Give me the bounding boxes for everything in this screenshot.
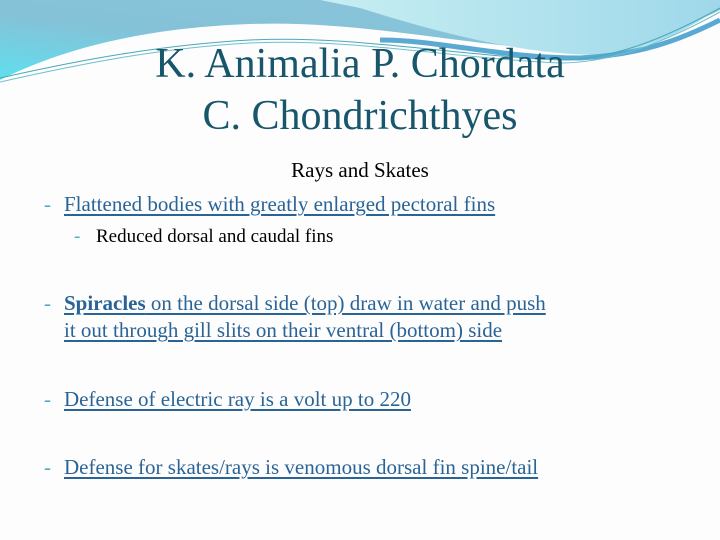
- slide-subtitle: Rays and Skates: [291, 158, 429, 182]
- bullet-marker: -: [74, 226, 81, 247]
- bullet-item[interactable]: [44, 454, 538, 481]
- bullet-link[interactable]: Defense for skates/rays is venomous dorsal fin spine/tail: [64, 455, 539, 479]
- bullet-item[interactable]: [44, 191, 495, 218]
- bullet-link-continued[interactable]: it out through gill slits on their ventral (bottom) side: [64, 318, 503, 342]
- title-line-2: C. Chondrichthyes: [202, 93, 518, 139]
- bullet-marker: -: [44, 192, 51, 216]
- bullet-item[interactable]: [44, 386, 411, 413]
- bullet-item[interactable]: [44, 290, 546, 344]
- sub-bullet-text: Reduced dorsal and caudal fins: [96, 226, 334, 247]
- bullet-marker: -: [44, 387, 51, 411]
- bullet-link[interactable]: Flattened bodies with greatly enlarged pectoral fins: [64, 192, 496, 216]
- title-line-1: K. Animalia P. Chordata: [155, 41, 565, 87]
- bullet-link[interactable]: on the dorsal side (top) draw in water and push: [145, 291, 546, 315]
- bullet-marker: -: [44, 291, 51, 315]
- slide-title: [0, 38, 720, 142]
- sub-bullet-item: [74, 226, 333, 248]
- bullet-link[interactable]: Defense of electric ray is a volt up to 220: [64, 387, 411, 411]
- bullet-marker: -: [44, 455, 51, 479]
- bullet-bold-term[interactable]: Spiracles: [64, 291, 146, 315]
